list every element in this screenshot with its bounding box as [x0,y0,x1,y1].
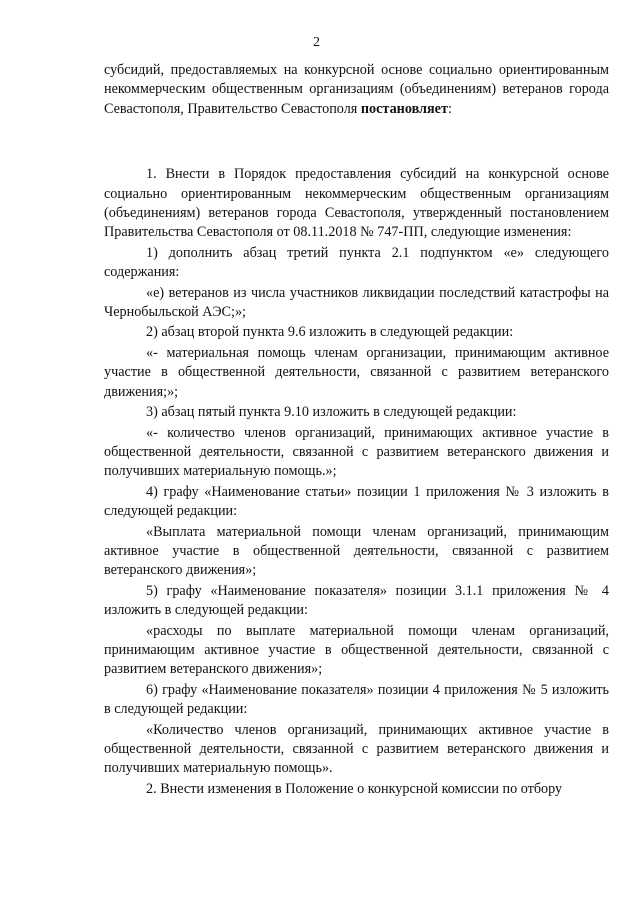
paragraph-1: 1. Внести в Порядок предоставления субсидий на конкурсной основе социально ориентированным некоммерческим общественным организациям (объединениям) ветеранов города Севастополя, утвержденный постановлением Правительства Севастополя от 08.11.2018 № 747-ПП, следующие изменения: [104,166,609,241]
intro-text: субсидий, предоставляемых на конкурсной основе социально ориентированным некоммерческим общественным организациям (объединениям) ветеранов города Севастополя, Правительство Севастополя [104,62,609,117]
paragraph-5: «- материальная помощь членам организации, принимающим активное участие в общественной деятельности, связанной с развитием ветеранского движения;»; [104,344,609,400]
paragraph-9: «Выплата материальной помощи членам организаций, принимающим активное участие в общественной деятельности, связанной с развитием ветеранского движения»; [104,523,609,579]
paragraph-14: 2. Внести изменения в Положение о конкурсной комиссии по отбору [146,780,563,797]
paragraph-13: «Количество членов организаций, принимающих активное участие в общественной деятельности, связанной с развитием ветеранского движения и получивших материальную помощь». [104,721,609,777]
intro-tail: : [447,100,452,117]
paragraph-6: 3) абзац пятый пункта 9.10 изложить в следующей редакции: [146,404,517,421]
document-body [104,61,609,799]
paragraph-12: 6) графу «Наименование показателя» позиции 4 приложения № 5 изложить в следующей редакции: [104,681,609,718]
intro-bold-word: постановляет [360,100,448,117]
paragraph-2: 1) дополнить абзац третий пункта 2.1 подпунктом «е» следующего содержания: [104,244,609,281]
paragraph-10: 5) графу «Наименование показателя» позиции 3.1.1 приложения № 4 изложить в следующей редакции: [104,582,609,619]
page-number: 2 [313,35,320,50]
paragraph-7: «- количество членов организаций, принимающих активное участие в общественной деятельности, связанной с развитием ветеранского движения и получивших материальную помощь.»; [104,424,609,480]
paragraph-4: 2) абзац второй пункта 9.6 изложить в следующей редакции: [146,324,514,341]
paragraph-3: «е) ветеранов из числа участников ликвидации последствий катастрофы на Чернобыльской АЭС;»; [104,284,609,321]
intro-paragraph [104,61,609,119]
paragraph-8: 4) графу «Наименование статьи» позиции 1 приложения № 3 изложить в следующей редакции: [104,483,609,520]
paragraph-11: «расходы по выплате материальной помощи членам организаций, принимающим активное участие в общественной деятельности, связанной с развитием ветеранского движения»; [104,622,609,678]
